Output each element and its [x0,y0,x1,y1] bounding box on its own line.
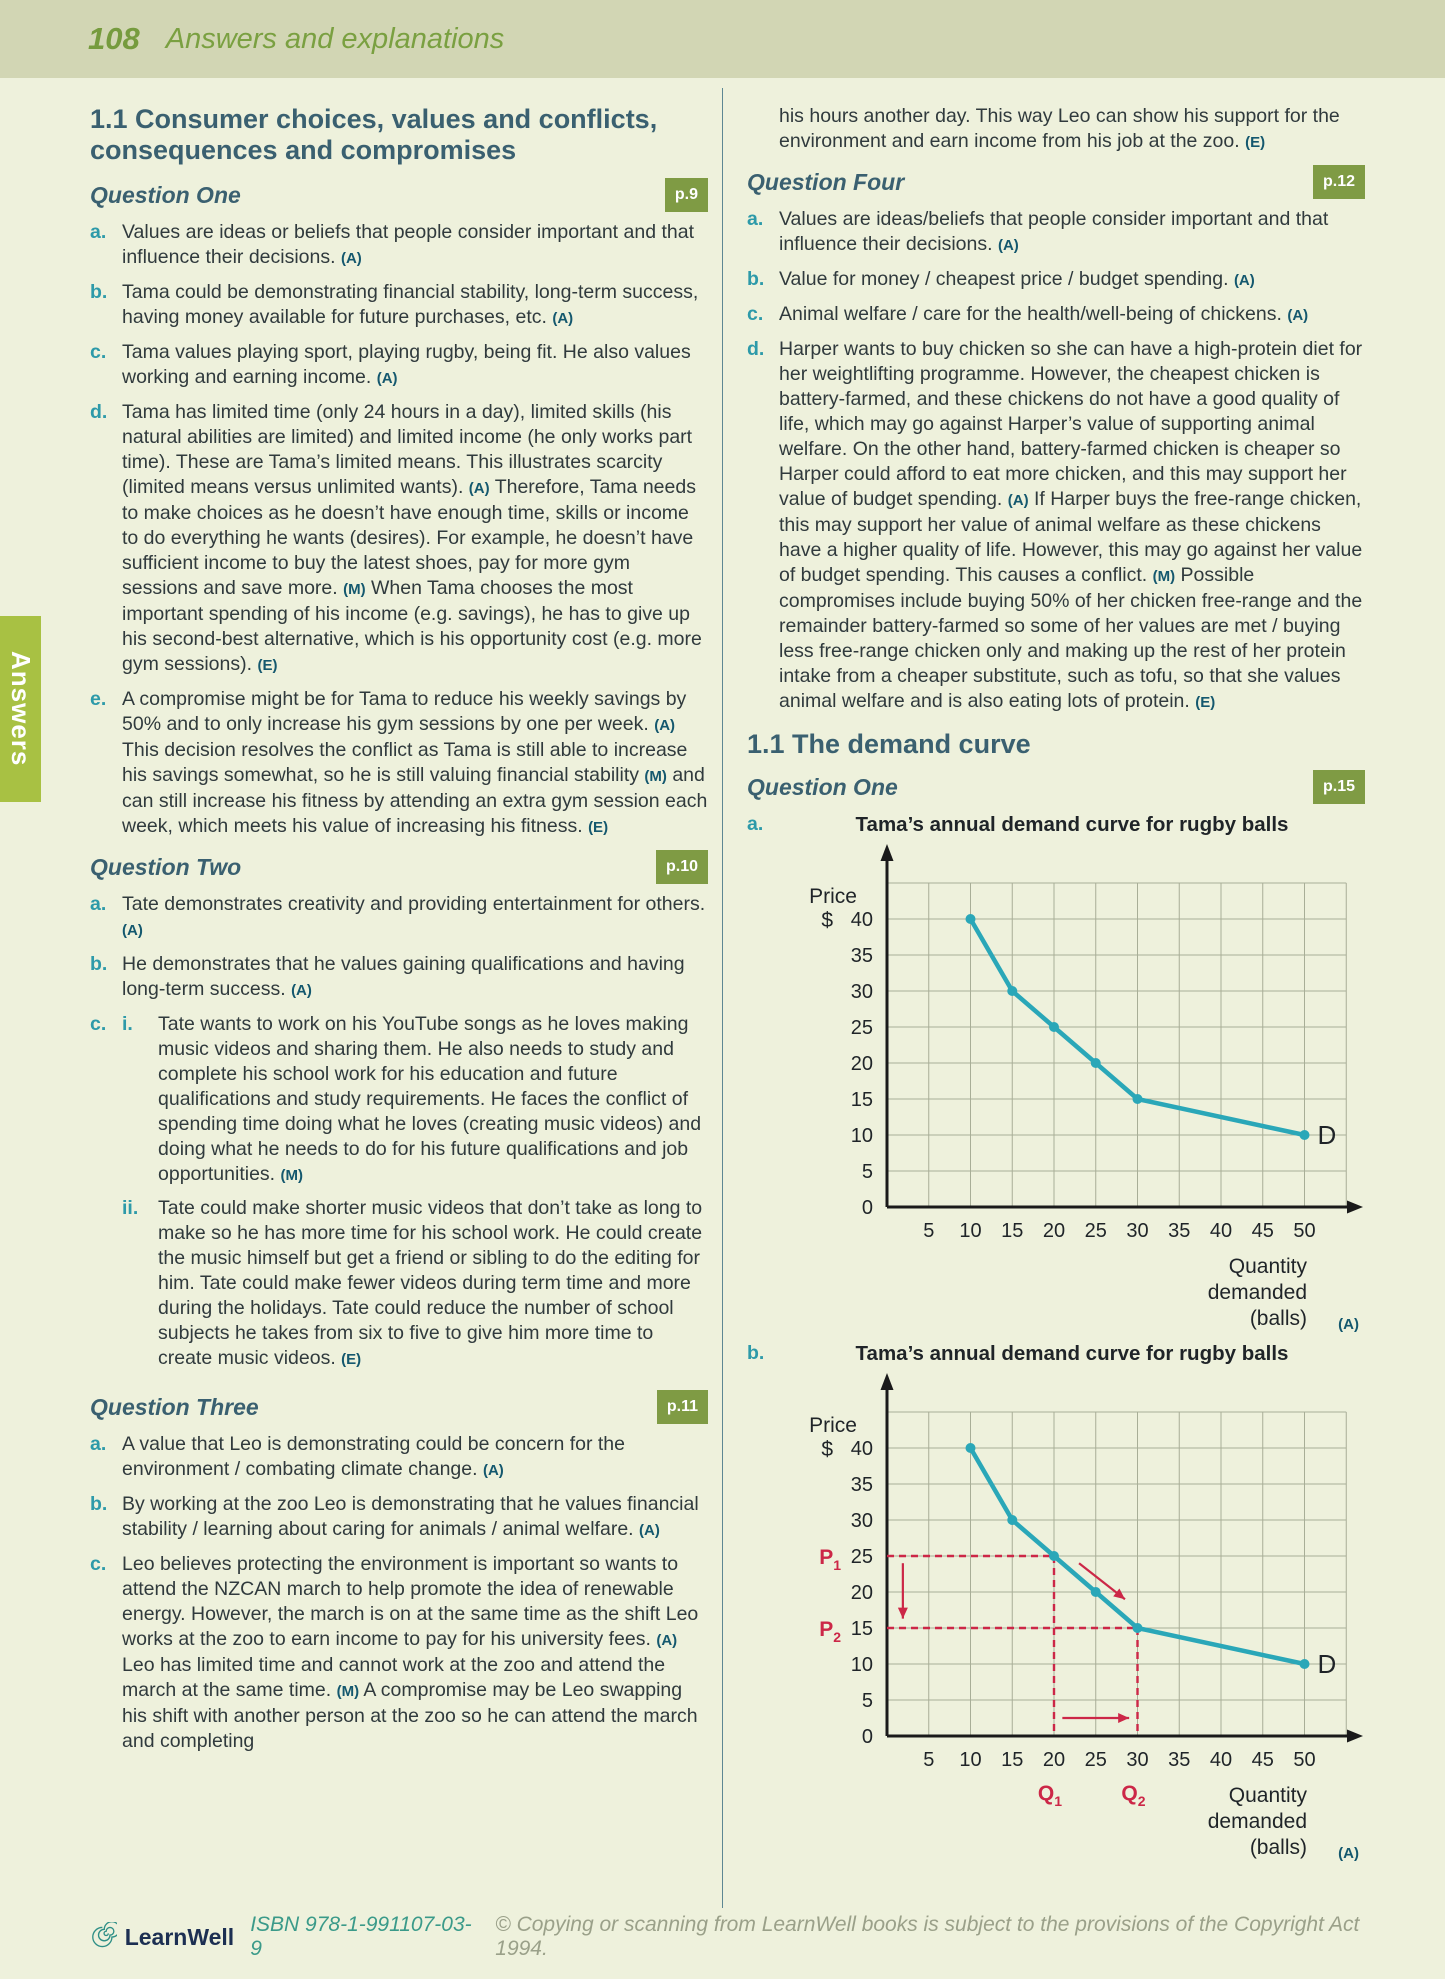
item-letter: a. [90,221,107,243]
svg-text:(balls): (balls) [1249,1307,1307,1330]
svg-text:5: 5 [923,1749,935,1771]
demand-chart-b [747,1368,1365,1866]
svg-text:45: 45 [1251,1749,1274,1771]
svg-text:10: 10 [959,1220,982,1242]
item-letter: c. [90,341,107,363]
svg-text:5: 5 [861,1161,873,1183]
question-title: Question One [90,181,241,208]
page-badge: p.9 [665,178,708,212]
svg-text:35: 35 [1168,1220,1191,1242]
learnwell-logo-icon [88,1922,117,1952]
question-title: Question Two [90,853,242,880]
footer-brand: LearnWell [124,1923,235,1950]
footer-copyright: © Copying or scanning from LearnWell books is subject to the provisions of the Copyright Act 1994. [495,1913,1360,1960]
svg-text:5: 5 [923,1220,935,1242]
achievement-tag: (M) [644,768,667,785]
achievement-tag: (E) [341,1351,362,1368]
svg-text:35: 35 [850,945,873,967]
question-heading [747,165,1365,199]
achievement-tag: (A) [482,1462,504,1479]
answer-item [90,220,708,271]
right-column [747,104,1365,1866]
svg-text:10: 10 [850,1125,873,1147]
achievement-tag: (A) [1007,492,1029,509]
svg-text:demanded: demanded [1207,1281,1307,1304]
svg-text:15: 15 [850,1089,873,1111]
svg-text:Quantity: Quantity [1228,1255,1307,1278]
answer-item [747,302,1365,328]
svg-text:40: 40 [1209,1220,1233,1242]
item-text: A value that Leo is demonstrating could be concern for the environment / combating climate change. (A) [122,1433,625,1480]
subitem-roman: ii. [122,1197,139,1219]
svg-text:20: 20 [1042,1220,1066,1242]
svg-text:Price: Price [809,885,857,908]
svg-text:50: 50 [1293,1220,1316,1242]
svg-text:(A): (A) [1338,1316,1359,1333]
svg-text:10: 10 [959,1749,982,1771]
question-title: Question Four [747,168,905,195]
achievement-tag: (M) [336,1683,360,1700]
svg-text:30: 30 [850,1510,873,1532]
item-text: Value for money / cheapest price / budget spending. (A) [779,268,1255,290]
page-number: 108 [88,21,140,56]
item-letter: d. [90,401,108,423]
achievement-tag: (M) [280,1167,303,1184]
section-heading: 1.1 Consumer choices, values and conflicts, consequences and compromises [90,104,658,165]
page-footer [88,1913,1378,1961]
side-tab-label: Answers [6,651,36,767]
subitem-text: Tate wants to work on his YouTube songs as he loves making music videos and sharing them. He also needs to study and complete his school work for his education and future qualifications and study requirements. He faces the conflict of spending time doing what he loves (creating music videos) and doing what he needs to do for his future qualifications and job opportunities. (M) [158,1013,702,1185]
right-questions [747,165,1365,715]
achievement-tag: (A) [656,1632,678,1649]
answer-item [90,400,708,678]
achievement-tag: (E) [588,819,609,836]
left-questions [90,178,708,1754]
svg-text:15: 15 [1001,1749,1024,1771]
left-column [90,104,708,1763]
item-text: Animal welfare / care for the health/well-being of chickens. (A) [779,303,1309,325]
item-text: By working at the zoo Leo is demonstrating that he values financial stability / learning about caring for animals / animal welfare. (A) [122,1493,699,1540]
demand-charts [747,812,1365,1866]
demand-chart-a [747,839,1365,1337]
svg-text:40: 40 [850,909,873,931]
item-text: Values are ideas/beliefs that people consider important and that influence their decisions. (A) [779,208,1329,255]
item-letter: e. [90,688,107,710]
answer-item [90,687,708,840]
achievement-tag: (E) [1195,694,1216,711]
item-letter: a. [90,893,107,915]
item-letter: a. [747,208,764,230]
item-text: Harper wants to buy chicken so she can have a high-protein diet for her weightlifting programme. However, the cheapest chicken is battery-farmed, and these chickens do not have a good quality of life, which may go against Harper’s value of supporting animal welfare. On the other hand, battery-farmed chicken is cheaper so Harper could afford to eat more chicken, and this may support her value of budget spending. (A) If Harper buys the free-range chicken, this may support her value of animal welfare as these chickens have a higher quality of life. However, this may go against her value of budget spending. This causes a conflict. (M) Possible compromises include buying 50% of her chicken free-range and the remainder battery-farmed so some of her values are met / buying less free-range chicken only and making up the rest of her protein intake from a cheaper substitute, such as tofu, so that she values animal welfare and is also eating lots of protein. (E) [779,338,1363,712]
item-letter: b. [747,1342,765,1364]
svg-text:Q2: $Q_2$ [1121,1782,1146,1809]
answer-subitem [122,1012,708,1188]
question-heading [747,770,1365,804]
question-title: Question Three [90,1393,259,1420]
footer-isbn: ISBN 978-1-991107-03-9 [250,1913,472,1960]
achievement-tag: (E) [1245,134,1266,151]
item-text: Tate demonstrates creativity and providing entertainment for others. (A) [122,893,706,939]
answer-item [90,1552,708,1754]
item-text: A compromise might be for Tama to reduce his weekly savings by 50% and to only increase his gym sessions by one per week. (A) This decision resolves the conflict as Tama is still able to increase his savings somewhat, so he is still valuing financial stability (M) and can still increase his fitness by attending an extra gym session each week, which meets his value of increasing his fitness. (E) [122,688,708,837]
item-letter: a. [747,813,764,835]
item-text: Leo believes protecting the environment is important so wants to attend the NZCAN march to help promote the idea of renewable energy. However, the march is on at the same time as the shift Leo works at the zoo to earn income to pay for his university fees. (A) Leo has limited time and cannot work at the zoo and attend the march at the same time. (M) A compromise may be Leo swapping his shift with another person at the zoo so he can attend the march and completing [122,1553,699,1752]
svg-text:P1: $P_1$ [819,1546,841,1573]
svg-text:25: 25 [1084,1749,1107,1771]
chart-title-row [747,812,1365,837]
chart-title-row [747,1341,1365,1366]
svg-text:$: $ [821,1438,833,1461]
svg-text:Q1: $Q_1$ [1037,1782,1063,1809]
page-header [0,0,1445,78]
svg-text:25: 25 [850,1546,873,1568]
item-text [122,1012,708,1380]
item-letter: c. [90,1013,107,1035]
item-text: Tama has limited time (only 24 hours in a day), limited skills (his natural abilities are limited) and limited income (he only works part time). These are Tama’s limited means. This illustrates scarcity (limited means versus unlimited wants). (A) Therefore, Tama needs to make choices as he doesn’t have enough time, skills or income to do everything he wants (desires). For example, he doesn’t have sufficient income to buy the latest shoes, pay for more gym sessions and save more. (M) When Tama chooses the most important spending of his income (e.g. savings), he has to give up his second-best alternative, which is his opportunity cost (e.g. more gym sessions). (E) [122,401,702,675]
answer-item [90,340,708,391]
demand-chart-block [747,1341,1365,1866]
question-title: Question One [747,773,898,800]
item-letter: b. [90,281,108,303]
svg-text:35: 35 [1168,1749,1191,1771]
achievement-tag: (A) [639,1522,660,1539]
answers-side-tab [0,616,41,802]
achievement-tag: (A) [552,310,574,327]
item-text: Tama values playing sport, playing rugby, being fit. He also values working and earning income. (A) [122,341,691,388]
achievement-tag: (A) [291,982,312,999]
column-divider [722,88,723,1908]
svg-text:20: 20 [850,1053,873,1075]
achievement-tag: (M) [1152,568,1176,585]
achievement-tag: (A) [997,237,1019,254]
answer-subitem [122,1196,708,1372]
svg-text:25: 25 [850,1017,873,1039]
section-heading-demand: 1.1 The demand curve [747,729,1031,759]
svg-text:15: 15 [850,1618,873,1640]
svg-text:(balls): (balls) [1249,1836,1307,1859]
svg-text:Quantity: Quantity [1228,1784,1307,1807]
achievement-tag: (E) [257,657,278,674]
subitem-roman: i. [122,1013,133,1035]
svg-text:demanded: demanded [1207,1810,1307,1833]
question-heading [90,178,708,212]
svg-text:$: $ [821,909,833,932]
question-heading [90,1390,708,1424]
svg-text:35: 35 [850,1474,873,1496]
item-text: He demonstrates that he values gaining qualifications and having long-term success. (A) [122,953,685,1000]
achievement-tag: (A) [122,922,143,939]
item-text: Tama could be demonstrating financial stability, long-term success, having money available for future purchases, etc. (A) [122,281,699,328]
chart-title: Tama’s annual demand curve for rugby balls [855,1342,1289,1365]
achievement-tag: (A) [340,250,362,267]
answer-item [90,952,708,1003]
answer-item [747,337,1365,715]
item-letter: c. [90,1553,107,1575]
continuation-paragraph: his hours another day. This way Leo can show his support for the environment and earn income from his job at the zoo. (E) [779,105,1340,152]
svg-text:45: 45 [1251,1220,1274,1242]
answer-item [90,1012,708,1380]
item-letter: b. [747,268,765,290]
svg-text:20: 20 [1042,1749,1066,1771]
svg-text:25: 25 [1084,1220,1107,1242]
answer-item [747,207,1365,258]
svg-text:P2: $P_2$ [819,1618,841,1645]
svg-text:(A): (A) [1338,1845,1359,1862]
achievement-tag: (A) [376,370,398,387]
item-letter: a. [90,1433,107,1455]
item-text: Values are ideas or beliefs that people consider important and that influence their decisions. (A) [122,221,694,268]
svg-text:15: 15 [1001,1220,1024,1242]
item-letter: c. [747,303,764,325]
page-title: Answers and explanations [165,22,505,55]
svg-text:5: 5 [861,1690,873,1712]
answer-item [90,1432,708,1483]
svg-text:30: 30 [1126,1749,1149,1771]
svg-text:10: 10 [850,1654,873,1676]
svg-text:0: 0 [861,1197,873,1219]
svg-text:30: 30 [1126,1220,1149,1242]
page-badge: p.11 [657,1390,708,1424]
svg-text:40: 40 [850,1438,873,1460]
achievement-tag: (A) [1233,272,1255,289]
answer-item [90,892,708,943]
svg-text:50: 50 [1293,1749,1316,1771]
item-letter: b. [90,1493,108,1515]
page-badge: p.15 [1313,770,1365,804]
item-letter: b. [90,953,108,975]
subitem-text: Tate could make shorter music videos that don’t take as long to make so he has more time for his school work. He could create the music himself but get a friend or sibling to do the editing for him. Tate could make fewer videos during term time and more during the holidays. Tate could reduce the number of school subjects he takes from six to five to give him more time to create music videos. (E) [158,1197,703,1369]
achievement-tag: (A) [654,717,676,734]
page-badge: p.12 [1313,165,1365,199]
svg-text:Price: Price [809,1414,857,1437]
answer-item [90,280,708,331]
svg-text:0: 0 [861,1726,873,1748]
achievement-tag: (A) [1287,307,1309,324]
svg-text:20: 20 [850,1582,873,1604]
achievement-tag: (M) [343,581,366,598]
svg-text:D: D [1317,1120,1337,1150]
demand-chart-block [747,812,1365,1337]
page-badge: p.10 [656,850,708,884]
answer-item [90,1492,708,1543]
achievement-tag: (A) [468,480,490,497]
answer-item [747,267,1365,293]
chart-title: Tama’s annual demand curve for rugby balls [855,813,1289,836]
svg-text:D: D [1317,1649,1337,1679]
svg-text:40: 40 [1209,1749,1233,1771]
svg-text:30: 30 [850,981,873,1003]
question-heading [90,850,708,884]
item-letter: d. [747,338,765,360]
